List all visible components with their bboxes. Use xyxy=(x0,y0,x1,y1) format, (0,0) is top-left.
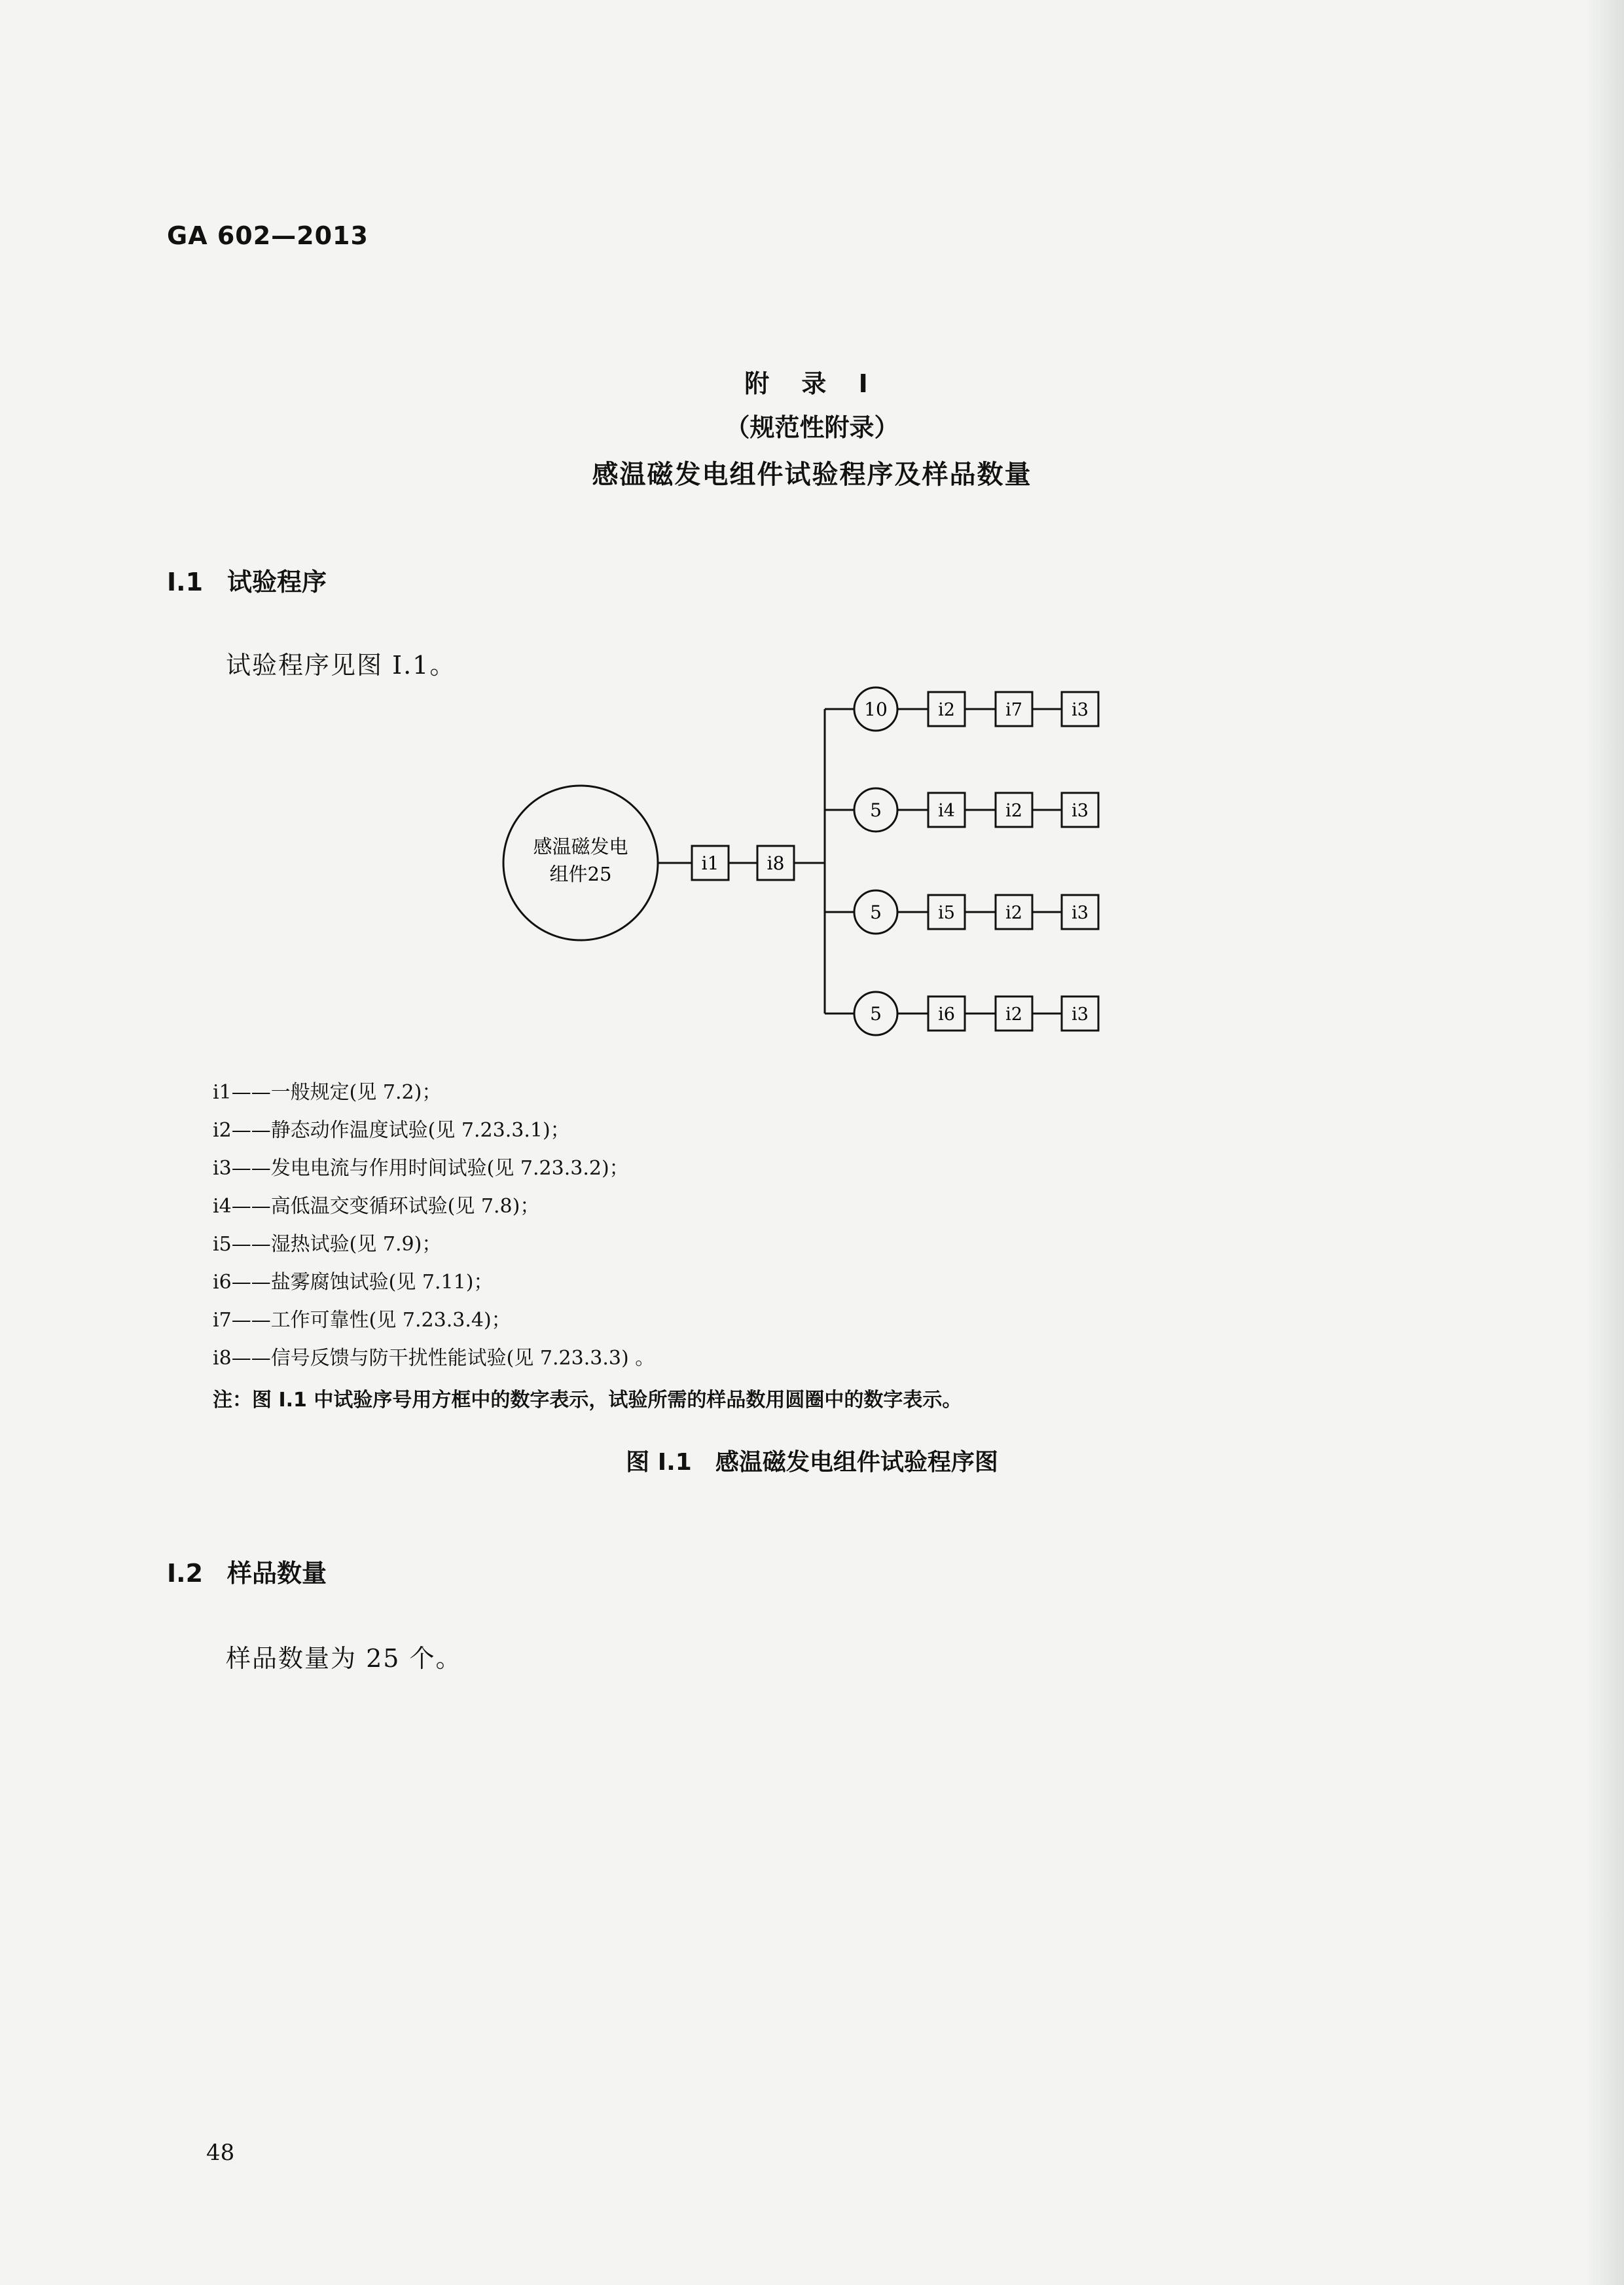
step-box: i2 xyxy=(1005,903,1022,923)
root-label-line2: 组件25 xyxy=(549,863,612,885)
step-box: i6 xyxy=(938,1004,955,1025)
legend-item: i1——一般规定(见 7.2)； xyxy=(213,1081,442,1104)
legend-item: i8——信号反馈与防干扰性能试验(见 7.23.3.3) 。 xyxy=(213,1347,655,1370)
step-box: i7 xyxy=(1005,700,1022,720)
diagram-legend xyxy=(213,1074,655,1378)
legend-item: i6——盐雾腐蚀试验(见 7.11)； xyxy=(213,1271,494,1294)
step-box: i4 xyxy=(938,801,955,821)
step-box: i3 xyxy=(1072,801,1089,821)
step-box: i3 xyxy=(1072,903,1089,923)
section-2-text: 样品数量为 25 个。 xyxy=(226,1644,462,1673)
branch-3 xyxy=(825,890,1098,934)
page-number: 48 xyxy=(206,2140,235,2166)
test-procedure-diagram xyxy=(0,0,1624,1074)
standard-code: GA 602—2013 xyxy=(167,221,369,250)
legend-item: i5——湿热试验(见 7.9)； xyxy=(213,1233,442,1256)
step-box: i3 xyxy=(1072,700,1089,720)
section-heading-2 xyxy=(167,1553,327,1589)
step-box: i2 xyxy=(1005,801,1022,821)
step-box: i5 xyxy=(938,903,955,923)
section-number: I.1 xyxy=(167,568,204,596)
figure-note: 注：图 I.1 中试验序号用方框中的数字表示，试验所需的样品数用圆圈中的数字表示。 xyxy=(213,1389,962,1412)
legend-item: i3——发电电流与作用时间试验(见 7.23.3.2)； xyxy=(213,1157,629,1180)
step-box: i2 xyxy=(938,700,955,720)
svg-text:i8: i8 xyxy=(767,852,785,874)
common-step-i1 xyxy=(692,846,729,880)
branch-4 xyxy=(825,992,1098,1035)
appendix-subtitle: （规范性附录） xyxy=(725,413,899,442)
section-title: 试验程序 xyxy=(227,568,327,596)
branch-1 xyxy=(825,687,1098,731)
legend-item: i4——高低温交变循环试验(见 7.8)； xyxy=(213,1195,540,1218)
sample-count: 5 xyxy=(870,902,882,923)
legend-item: i2——静态动作温度试验(见 7.23.3.1)； xyxy=(213,1119,570,1142)
step-box: i2 xyxy=(1005,1004,1022,1025)
section-title: 样品数量 xyxy=(227,1559,327,1588)
step-box: i3 xyxy=(1072,1004,1089,1025)
sample-count: 5 xyxy=(870,1003,882,1025)
svg-text:i1: i1 xyxy=(701,852,719,874)
root-label-line1: 感温磁发电 xyxy=(533,835,628,858)
sample-count: 10 xyxy=(864,699,888,720)
branch-2 xyxy=(825,788,1098,832)
appendix-name: 感温磁发电组件试验程序及样品数量 xyxy=(592,460,1032,490)
figure-caption: 图 I.1 感温磁发电组件试验程序图 xyxy=(626,1449,998,1476)
common-step-i8 xyxy=(757,846,794,880)
sample-count: 5 xyxy=(870,799,882,821)
page-edge-shadow xyxy=(1585,0,1624,2285)
section-number: I.2 xyxy=(167,1559,204,1588)
legend-item: i7——工作可靠性(见 7.23.3.4)； xyxy=(213,1309,511,1332)
section-1-text: 试验程序见图 I.1。 xyxy=(226,651,456,680)
appendix-title: 附 录 I xyxy=(744,369,880,398)
